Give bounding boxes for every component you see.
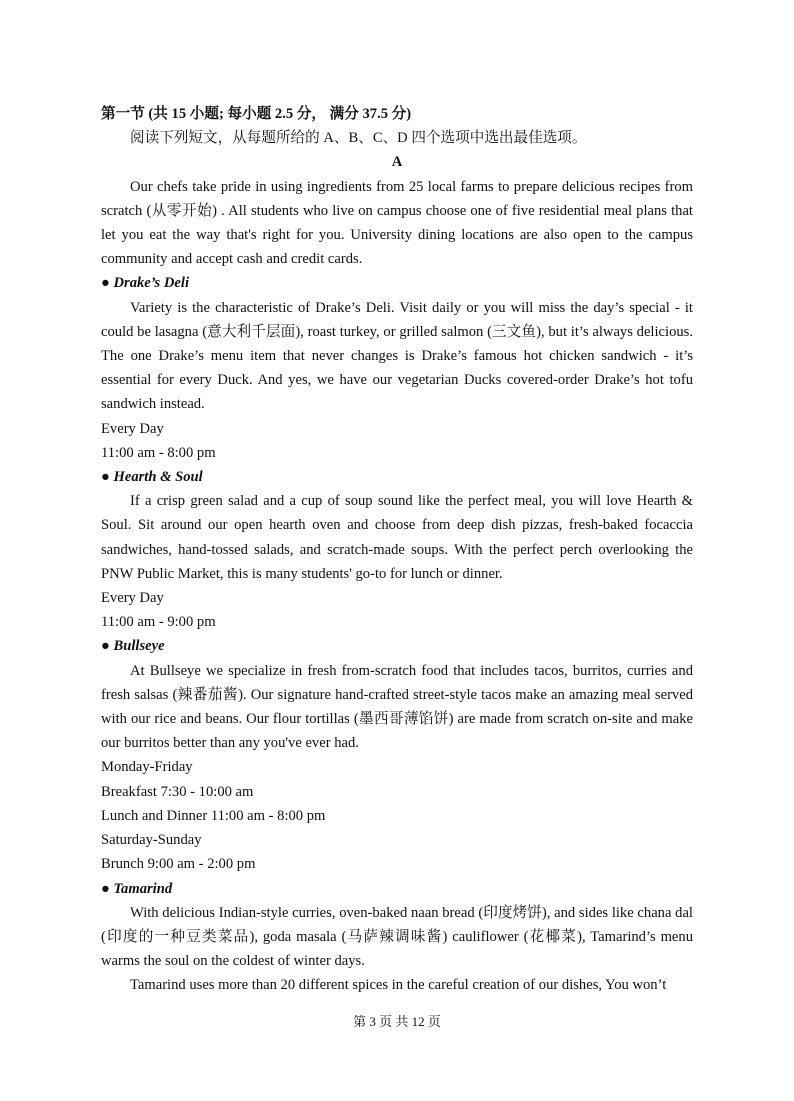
opening-hours-line: Saturday-Sunday (101, 832, 202, 849)
location-description: With delicious Indian-style curries, oven-baked naan bread (印度烤饼), and sides like chana dal (印度的一种豆类菜品), goda masala (马萨辣调味酱) cauliflower (花椰菜), Tamarind’s menu warms the soul on the coldest of winter days. (101, 904, 693, 970)
opening-hours-line: 11:00 am - 8:00 pm (101, 444, 216, 461)
exam-page (101, 102, 693, 998)
passage-letter: A (391, 154, 403, 171)
page-footer: 第 3 页 共 12 页 (353, 1014, 441, 1029)
bullet-icon: ● (101, 275, 110, 292)
location-heading (101, 271, 693, 295)
opening-hours-line: Every Day (101, 590, 164, 607)
location-heading (101, 877, 693, 901)
bullet-icon: ● (101, 469, 110, 486)
location-description: If a crisp green salad and a cup of soup sound like the perfect meal, you will love Hearth & Soul. Sit around our open hearth oven and choose from deep dish pizzas, fresh-baked focaccia sandwiches, hand-tossed salads, and scratch-made soups. With the perfect perch overlooking the PNW Public Market, this is many students' go-to for lunch or dinner. (101, 493, 693, 582)
opening-hours-line: Brunch 9:00 am - 2:00 pm (101, 856, 256, 873)
location-name: Hearth & Soul (113, 469, 203, 486)
opening-hours-line: Monday-Friday (101, 759, 193, 776)
location-name: Tamarind (113, 880, 173, 897)
location-description: At Bullseye we specialize in fresh from-scratch food that includes tacos, burritos, curries and fresh salsas (辣番茄酱). Our signature hand-crafted street-style tacos make an amazing meal served with our rice and beans. Our flour tortillas (墨西哥薄馅饼) are made from scratch on-site and make our burritos better than any you've ever had. (101, 662, 693, 752)
opening-hours-line: Breakfast 7:30 - 10:00 am (101, 783, 254, 800)
location-description: Tamarind uses more than 20 different spices in the careful creation of our dishes, You won’t (130, 977, 667, 994)
bullet-icon: ● (101, 880, 110, 897)
intro-paragraph: Our chefs take pride in using ingredients from 25 local farms to prepare delicious recipes from scratch (从零开始) . All students who live on campus choose one of five residential meal plans that let you eat the way that's right for you. University dining locations are also open to the campus community and accept cash and credit cards. (101, 178, 693, 268)
location-heading (101, 465, 693, 489)
bullet-icon: ● (101, 638, 110, 655)
location-description: Variety is the characteristic of Drake’s Deli. Visit daily or you will miss the day’s special - it could be lasagna (意大利千层面), roast turkey, or grilled salmon (三文鱼), but it’s always delicious. The one Drake’s menu item that never changes is Drake’s famous hot chicken sandwich - it’s essential for every Duck. And yes, we have our vegetarian Ducks covered-order Drake’s hot tofu sandwich instead. (101, 299, 693, 413)
opening-hours-line: Lunch and Dinner 11:00 am - 8:00 pm (101, 807, 326, 824)
instruction: 阅读下列短文，从每题所给的 A、B、C、D 四个选项中选出最佳选项。 (130, 130, 587, 147)
location-heading (101, 634, 693, 658)
location-name: Bullseye (113, 638, 165, 655)
opening-hours-line: Every Day (101, 420, 164, 437)
opening-hours-line: 11:00 am - 9:00 pm (101, 614, 216, 631)
location-name: Drake’s Deli (113, 275, 190, 292)
section-title: 第一节 (共 15 小题; 每小题 2.5 分， 满分 37.5 分) (101, 106, 412, 122)
dining-locations (101, 271, 693, 997)
